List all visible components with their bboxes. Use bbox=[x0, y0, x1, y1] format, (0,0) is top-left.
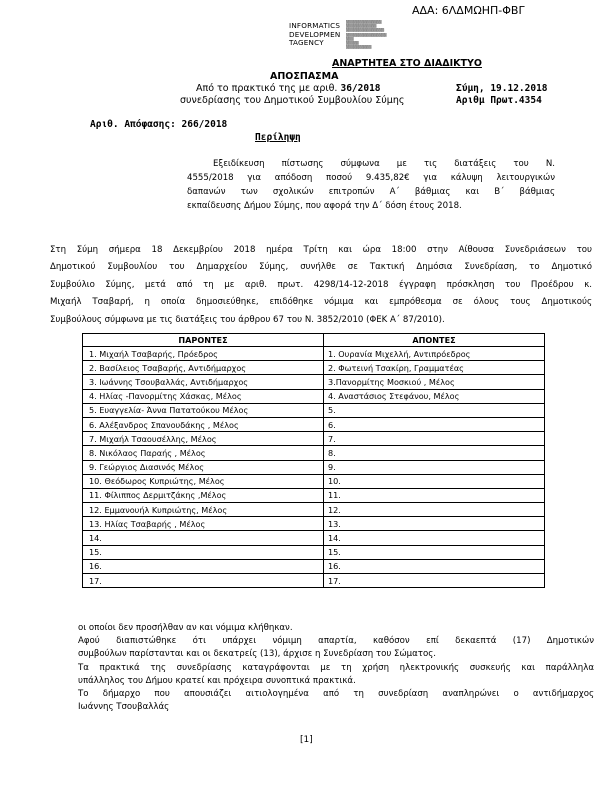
protocol-number: Αριθμ Πρωτ.4354 bbox=[456, 95, 542, 106]
table-row bbox=[83, 545, 545, 559]
page-number: [1] bbox=[300, 735, 313, 745]
table-row bbox=[83, 488, 545, 502]
table-row bbox=[83, 574, 545, 588]
absent-member: 5. bbox=[324, 403, 545, 417]
absent-header: ΑΠΟΝΤΕΣ bbox=[324, 334, 545, 347]
absent-member: 3.Πανορμίτης Μοσκιού , Μέλος bbox=[324, 375, 545, 389]
published-online-heading: ΑΝΑΡΤΗΤΕΑ ΣΤΟ ΔΙΑΔΙΚΤΥΟ bbox=[332, 58, 482, 69]
table-row bbox=[83, 517, 545, 531]
absent-member: 6. bbox=[324, 417, 545, 431]
absent-member: 7. bbox=[324, 432, 545, 446]
summary-text: Εξειδίκευση πίστωσης σύμφωνα με τις διατάξεις του Ν. 4555/2018 για απόδοση ποσού 9.435,82€ για κάλυψη λειτουργικών δαπανών των σχολικών επιτροπών Α΄ βάθμιας και Β΄ βάθμιας εκπαίδευσης Δήμου Σύμης, που αφορά την Δ΄ δόση έτους 2018. bbox=[187, 159, 555, 211]
present-member: 14. bbox=[83, 531, 324, 545]
absent-member: 15. bbox=[324, 545, 545, 559]
present-member: 1. Μιχαήλ Τσαβαρής, Πρόεδρος bbox=[83, 347, 324, 361]
intro-paragraph: Στη Σύμη σήμερα 18 Δεκεμβρίου 2018 ημέρα Τρίτη και ώρα 18:00 στην Αίθουσα Συνεδριάσεων του Δημοτικού Συμβουλίου του Δημαρχείου Σύμης, συνήλθε σε Τακτική Δημόσια Συνεδρίαση, το Δημοτικό Συμβούλιο Σύμης, μετά από τη με αριθ. πρωτ. 4298/14-12-2018 έγγραφη πρόσκληση του Προέδρου κ. Μιχαήλ Τσαβαρή, η οποία δημοσιεύθηκε, επιδόθηκε νόμιμα και εμπρόθεσμα σε όλους τους Δημοτικούς Συμβούλους σύμφωνα με τις διατάξεις του άρθρου 67 του Ν. 3852/2010 (ΦΕΚ Α΄ 87/2010). bbox=[50, 245, 592, 325]
present-member: 7. Μιχαήλ Τσαουσέλλης, Μέλος bbox=[83, 432, 324, 446]
absent-member: 2. Φωτεινή Τσακίρη, Γραμματέας bbox=[324, 361, 545, 375]
table-row bbox=[83, 531, 545, 545]
present-member: 10. Θεόδωρος Κυπριώτης, Μέλος bbox=[83, 474, 324, 488]
present-member: 13. Ηλίας Τσαβαρής , Μέλος bbox=[83, 517, 324, 531]
table-row bbox=[83, 403, 545, 417]
decision-number: Αριθ. Απόφασης: 266/2018 bbox=[90, 119, 228, 130]
absent-member: 1. Ουρανία Μιχελλή, Αντιπρόεδρος bbox=[324, 347, 545, 361]
present-member: 11. Φίλιππος Δερμιτζάκης ,Μέλος bbox=[83, 488, 324, 502]
present-member: 2. Βασίλειος Τσαβαρής, Αντιδήμαρχος bbox=[83, 361, 324, 375]
absent-member: 14. bbox=[324, 531, 545, 545]
table-header-row bbox=[83, 334, 545, 347]
minutes-line: Από το πρακτικό της με αριθ. 36/2018 bbox=[196, 83, 381, 94]
attendance-table bbox=[82, 333, 545, 588]
table-row bbox=[83, 389, 545, 403]
table-row bbox=[83, 503, 545, 517]
present-header: ΠΑΡΟΝΤΕΣ bbox=[83, 334, 324, 347]
digital-signature-stamp: ▒▒▒▒▒▒▒▒▒▒▒▒▒▒ ▒▒▒▒▒▒▒▒▒▒▒▒ ▒▒▒▒▒▒▒▒▒▒▒▒▒▒▒ ▒▒▒▒▒▒▒▒▒▒▒▒▒▒▒▒ ▒▒▒ ▒▒▒▒▒ ▒▒▒▒▒▒▒▒▒▒ bbox=[346, 20, 387, 50]
table-row bbox=[83, 446, 545, 460]
present-member: 6. Αλέξανδρος Σπανουδάκης , Μέλος bbox=[83, 417, 324, 431]
excerpt-heading: ΑΠΟΣΠΑΣΜΑ bbox=[270, 71, 339, 82]
present-member: 8. Νικόλαος Παραής , Μέλος bbox=[83, 446, 324, 460]
table-row bbox=[83, 347, 545, 361]
table-row bbox=[83, 417, 545, 431]
present-member: 17. bbox=[83, 574, 324, 588]
table-row bbox=[83, 474, 545, 488]
summary-label: Περίληψη bbox=[255, 132, 301, 143]
table-row bbox=[83, 432, 545, 446]
present-member: 4. Ηλίας -Πανορμίτης Χάσκας, Μέλος bbox=[83, 389, 324, 403]
seal-agency-name: INFORMATICS DEVELOPMEN TAGENCY bbox=[289, 21, 341, 48]
place-date: Σύμη, 19.12.2018 bbox=[456, 83, 548, 94]
ada-code: ΑΔΑ: 6ΛΔΜΩΗΠ-ΦΒΓ bbox=[412, 4, 525, 17]
session-line: συνεδρίασης του Δημοτικού Συμβουλίου Σύμης bbox=[180, 95, 405, 106]
absent-member: 10. bbox=[324, 474, 545, 488]
absent-member: 17. bbox=[324, 574, 545, 588]
absent-member: 4. Αναστάσιος Στεφάνου, Μέλος bbox=[324, 389, 545, 403]
closing-text: οι οποίοι δεν προσήλθαν αν και νόμιμα κλήθηκαν. Αφού διαπιστώθηκε ότι υπάρχει νόμιμη απαρτία, καθόσον επί δεκαεπτά (17) Δημοτικών συμβούλων παρίστανται και οι δεκατρείς (13), άρχισε η Συνεδρίαση του Σώματος. Τα πρακτικά της συνεδρίασης καταγράφονται με τη χρήση ηλεκτρονικής συσκευής και παράλληλα υπάλληλος του Δήμου κρατεί και πρόχειρα συνοπτικά πρακτικά. Το δήμαρχο που απουσιάζει αιτιολογημένα από τη συνεδρίαση αναπληρώνει ο αντιδήμαρχος Ιωάννης Τσουβαλλάς bbox=[78, 623, 594, 713]
present-member: 5. Ευαγγελία- Άννα Πατατούκου Μέλος bbox=[83, 403, 324, 417]
absent-member: 16. bbox=[324, 559, 545, 573]
absent-member: 8. bbox=[324, 446, 545, 460]
present-member: 15. bbox=[83, 545, 324, 559]
absent-member: 11. bbox=[324, 488, 545, 502]
present-member: 9. Γεώργιος Διασινός Μέλος bbox=[83, 460, 324, 474]
table-row bbox=[83, 361, 545, 375]
absent-member: 9. bbox=[324, 460, 545, 474]
present-member: 16. bbox=[83, 559, 324, 573]
present-member: 3. Ιωάννης Τσουβαλλάς, Αντιδήμαρχος bbox=[83, 375, 324, 389]
present-member: 12. Εμμανουήλ Κυπριώτης, Μέλος bbox=[83, 503, 324, 517]
absent-member: 12. bbox=[324, 503, 545, 517]
table-row bbox=[83, 375, 545, 389]
table-row bbox=[83, 460, 545, 474]
absent-member: 13. bbox=[324, 517, 545, 531]
table-row bbox=[83, 559, 545, 573]
